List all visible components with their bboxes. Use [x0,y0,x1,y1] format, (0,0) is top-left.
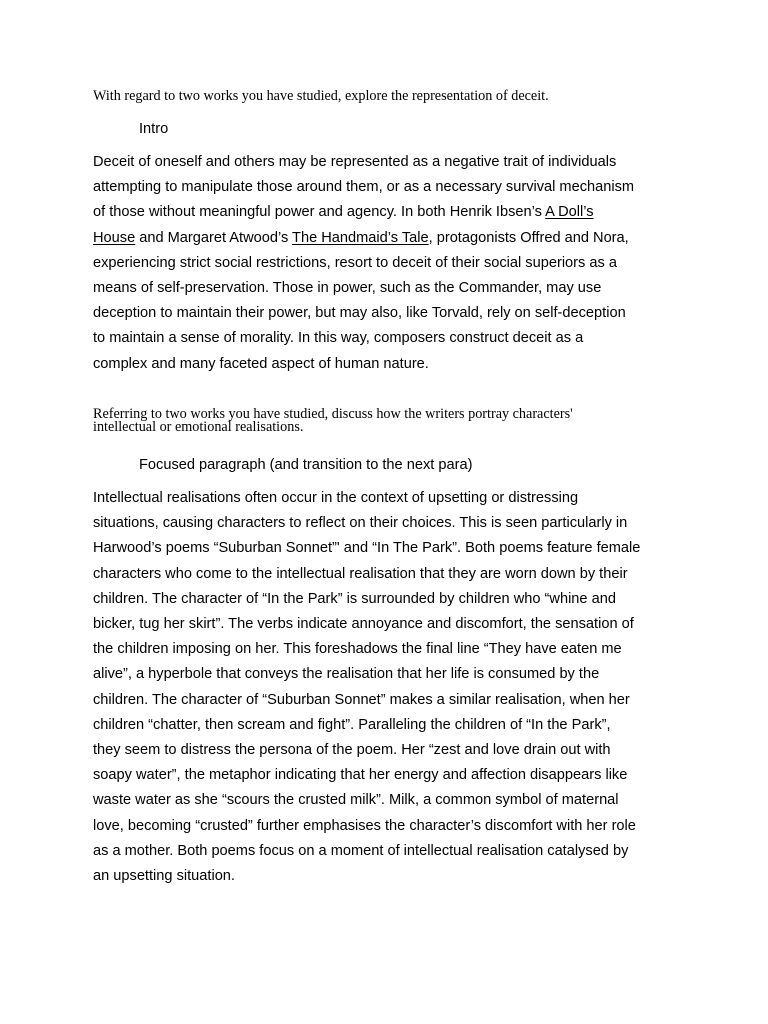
body-line: love, becoming “crusted” further emphasises the character’s discomfort with her role [93,817,636,834]
body-line: children. The character of “In the Park” is surrounded by children who “whine and [93,590,616,607]
body-line: children. The character of “Suburban Sonnet” makes a similar realisation, when her [93,691,630,708]
prompt2-line-2: intellectual or emotional realisations. [93,419,304,435]
intro-line-8: to maintain a sense of morality. In this way, composers construct deceit as a [93,330,584,347]
intro-line-3-text: of those without meaningful power and agency. In both Henrik Ibsen’s [93,204,546,221]
intro-line-2: attempting to manipulate those around them, or as a necessary survival mechanism [93,179,635,196]
intro-line-4-text-a: and Margaret Atwood’s [135,229,293,246]
intro-line-6: means of self-preservation. Those in power, such as the Commander, may use [93,280,602,297]
body-line: they seem to distress the persona of the poem. Her “zest and love drain out with [93,742,611,759]
intro-paragraph [93,150,693,377]
body-line: Intellectual realisations often occur in the context of upsetting or distressing [93,490,579,506]
body-line: characters who come to the intellectual realisation that they are worn down by their [93,565,628,582]
title-a-dolls-house-part2: House [93,229,136,246]
body-line: soapy water”, the metaphor indicating that her energy and affection disappears like [93,767,628,784]
intro-line-9: complex and many faceted aspect of human nature. [93,355,429,372]
body-line: as a mother. Both poems focus on a moment of intellectual realisation catalysed by [93,842,629,859]
intro-line-1: Deceit of oneself and others may be represented as a negative trait of individuals [93,154,617,170]
intro-line-4 [93,226,693,251]
body-line: situations, causing characters to reflect on their choices. This is seen particularly in [93,515,628,532]
body-line: Harwood’s poems “Suburban Sonnet”' and “In The Park”. Both poems feature female [93,540,641,557]
intro-line-7: deception to maintain their power, but may also, like Torvald, rely on self-deception [93,305,626,322]
title-a-dolls-house-part1: A Doll’s [545,204,594,221]
body-line: alive”, a hyperbole that conveys the realisation that her life is consumed by the [93,666,600,683]
essay-prompt-realisations [93,408,693,434]
body-line: bicker, tug her skirt”. The verbs indicate annoyance and discomfort, the sensation of [93,616,634,633]
section-heading-intro: Intro [139,121,169,137]
title-the-handmaids-tale: The Handmaid’s Tale [292,229,429,246]
prompt2-line-1: Referring to two works you have studied, discuss how the writers portray characters' [93,406,573,422]
focused-paragraph [93,486,693,889]
body-line: the children imposing on her. This foreshadows the final line “They have eaten me [93,641,622,658]
intro-line-4-text-b: , protagonists Offred and Nora, [428,229,629,246]
intro-line-3 [93,200,693,225]
intro-line-5: experiencing strict social restrictions, resort to deceit of their social superiors as a [93,254,617,271]
body-line: children “chatter, then scream and fight”. Paralleling the children of “In the Park”, [93,716,611,733]
section-heading-focused-paragraph: Focused paragraph (and transition to the next para) [139,457,473,473]
body-line: waste water as she “scours the crusted milk”. Milk, a common symbol of maternal [93,792,619,809]
body-line: an upsetting situation. [93,868,235,885]
essay-prompt-deceit: With regard to two works you have studied, explore the representation of deceit. [93,88,549,104]
